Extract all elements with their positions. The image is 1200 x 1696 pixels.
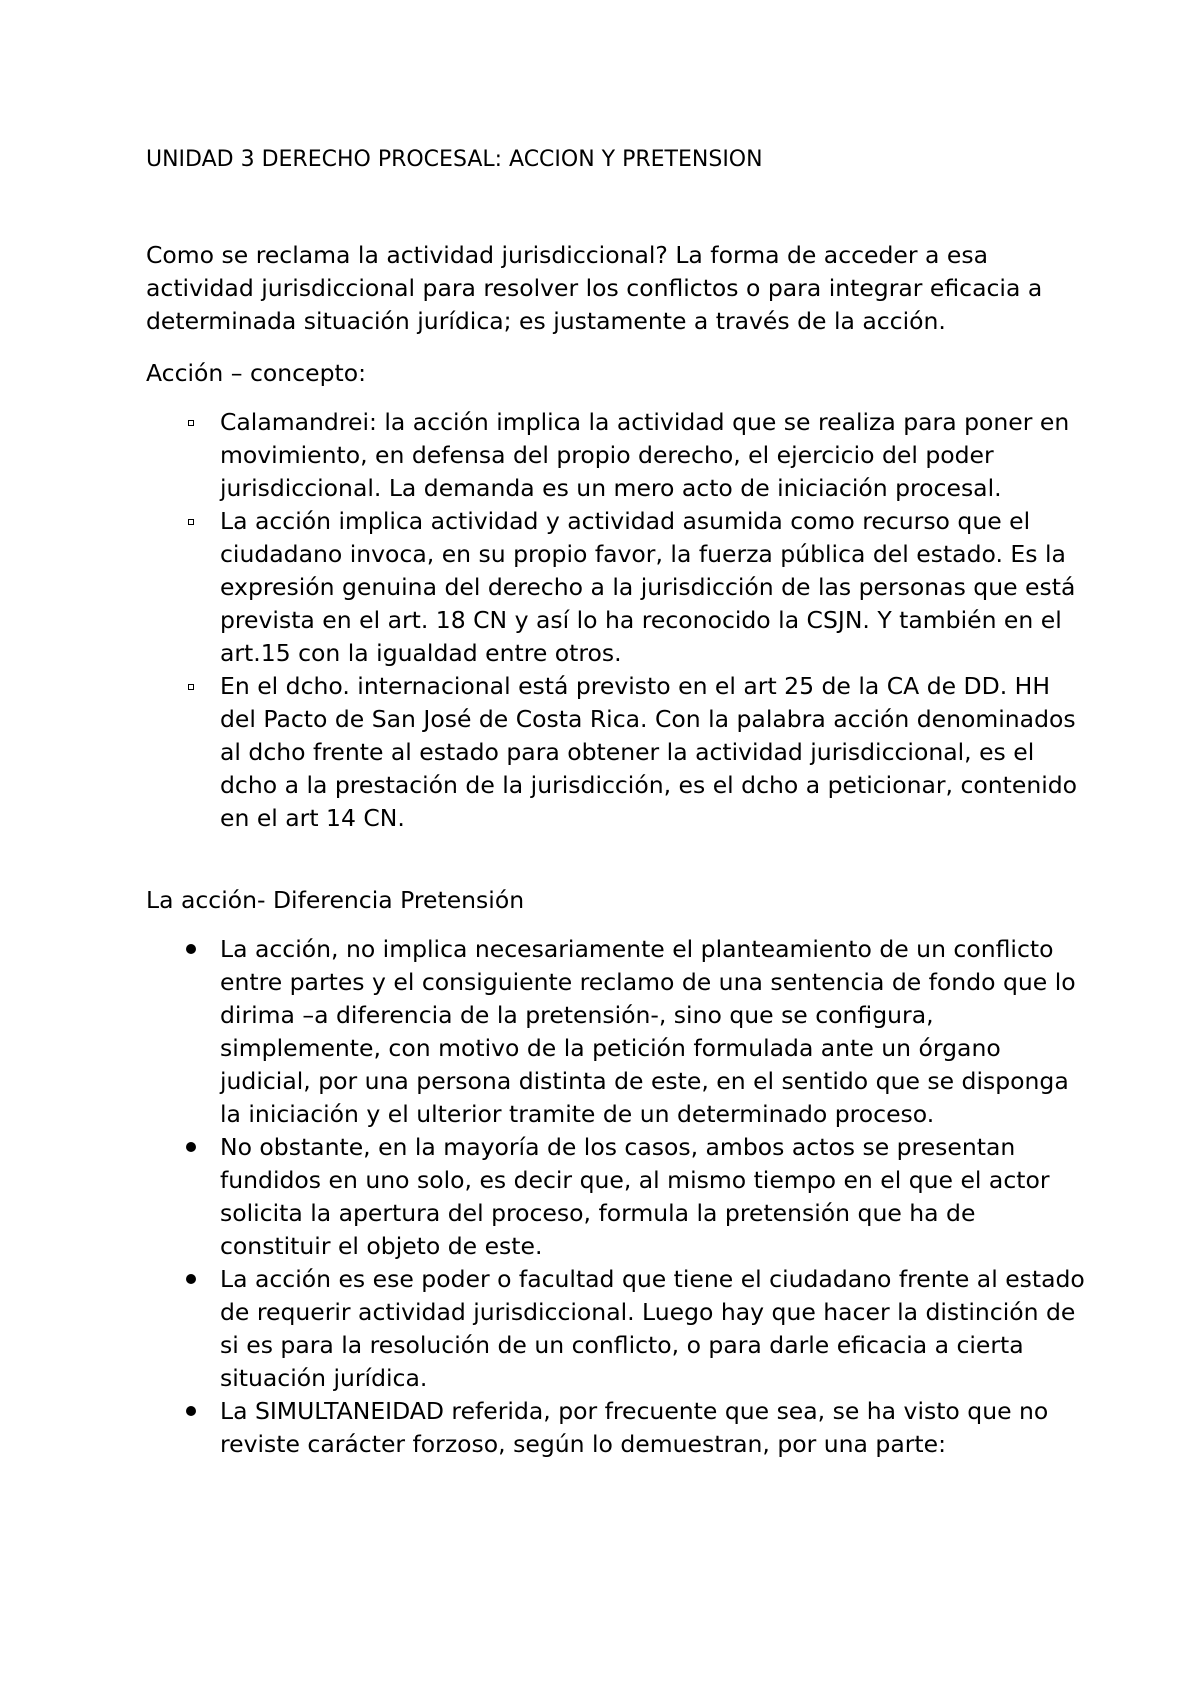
list-item-text: No obstante, en la mayoría de los casos, ambos actos se presentan fundidos en uno solo, es decir que, al mismo tiempo en el que el actor solicita la apertura del proceso, formula la pretensión que ha de constituir el objeto de este. — [220, 1133, 1050, 1260]
list-item-text: La acción implica actividad y actividad asumida como recurso que el ciudadano invoca, en su propio favor, la fuerza pública del estado. Es la expresión genuina del derecho a la jurisdicción de las personas que está prevista en el art. 18 CN y así lo ha reconocido la CSJN. Y también en el art.15 con la igualdad entre otros. — [220, 507, 1076, 667]
list-item — [146, 933, 1086, 1131]
round-bullet-icon — [186, 1142, 196, 1152]
list-item — [146, 406, 1086, 505]
square-bullet-icon — [188, 684, 194, 690]
round-bullet-icon — [186, 1406, 196, 1416]
section-heading-accion-concepto: Acción – concepto: — [146, 359, 366, 387]
square-bullet-icon — [188, 420, 194, 426]
list-item — [146, 1263, 1086, 1395]
list-item-text: La acción es ese poder o facultad que tiene el ciudadano frente al estado de requerir actividad jurisdiccional. Luego hay que hacer la distinción de si es para la resolución de un conflicto, o para darle eficacia a cierta situación jurídica. — [220, 1265, 1085, 1392]
section-heading-diferencia-pretension: La acción- Diferencia Pretensión — [146, 886, 525, 914]
round-bullet-icon — [186, 1274, 196, 1284]
round-bullet-icon — [186, 944, 196, 954]
list-item-text: La acción, no implica necesariamente el planteamiento de un conflicto entre partes y el consiguiente reclamo de una sentencia de fondo que lo dirima –a diferencia de la pretensión-, sino que se configura, simplemente, con motivo de la petición formulada ante un órgano judicial, por una persona distinta de este, en el sentido que se disponga la iniciación y el ulterior tramite de un determinado proceso. — [220, 935, 1076, 1128]
list-item — [146, 670, 1086, 835]
list-item-text: La SIMULTANEIDAD referida, por frecuente que sea, se ha visto que no reviste carácter forzoso, según lo demuestran, por una parte: — [220, 1397, 1049, 1458]
list-item — [146, 1395, 1086, 1461]
document-title: UNIDAD 3 DERECHO PROCESAL: ACCION Y PRETENSION — [146, 147, 763, 172]
list-item-text: En el dcho. internacional está previsto en el art 25 de la CA de DD. HH del Pacto de San José de Costa Rica. Con la palabra acción denominados al dcho frente al estado para obtener la actividad jurisdiccional, es el dcho a la prestación de la jurisdicción, es el dcho a peticionar, contenido en el art 14 CN. — [220, 672, 1078, 832]
square-bullet-icon — [188, 519, 194, 525]
list-item — [146, 1131, 1086, 1263]
intro-paragraph: Como se reclama la actividad jurisdiccional? La forma de acceder a esa actividad jurisdiccional para resolver los conflictos o para integrar eficacia a determinada situación jurídica; es justamente a través de la acción. — [146, 241, 1043, 335]
difference-list — [146, 933, 1086, 1461]
concept-list — [146, 406, 1086, 835]
list-item — [146, 505, 1086, 670]
list-item-text: Calamandrei: la acción implica la actividad que se realiza para poner en movimiento, en defensa del propio derecho, el ejercicio del poder jurisdiccional. La demanda es un mero acto de iniciación procesal. — [220, 408, 1070, 502]
